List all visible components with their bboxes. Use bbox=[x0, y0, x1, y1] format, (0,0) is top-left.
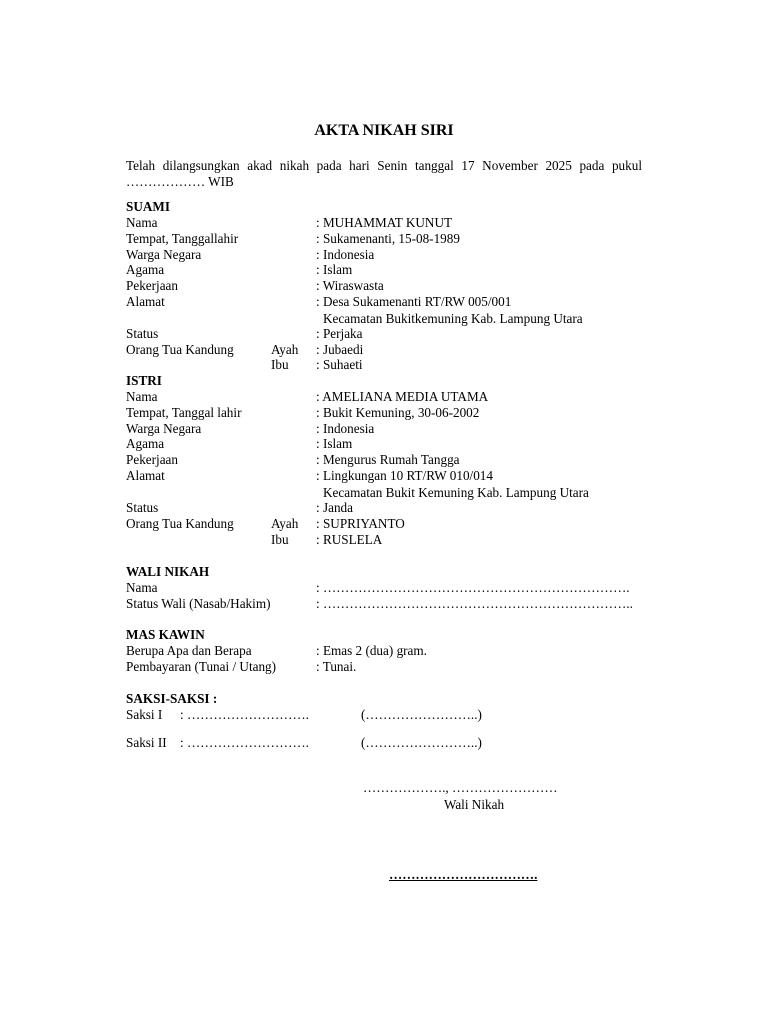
wali-status-label: Status Wali (Nasab/Hakim) bbox=[126, 596, 271, 611]
suami-row-value: : Islam bbox=[316, 262, 353, 278]
document-title: AKTA NIKAH SIRI bbox=[314, 122, 454, 139]
istri-ortu-label: Orang Tua Kandung bbox=[126, 516, 234, 531]
signature-place-date: ………………., …………………… bbox=[363, 780, 558, 795]
istri-ibu-value: : RUSLELA bbox=[316, 532, 383, 547]
suami-row-value: : Wiraswasta bbox=[316, 278, 384, 294]
istri-ibu-label: Ibu bbox=[271, 532, 289, 547]
istri-row-label: Nama bbox=[126, 389, 158, 404]
suami-status-label: Status bbox=[126, 326, 159, 341]
istri-heading: ISTRI bbox=[126, 373, 162, 388]
intro-line-1: Telah dilangsungkan akad nikah pada hari Senin tanggal 17 November 2025 pada pukul bbox=[126, 158, 642, 173]
signature-role: Wali Nikah bbox=[443, 797, 505, 812]
istri-row-value: : Bukit Kemuning, 30-06-2002 bbox=[316, 404, 480, 420]
istri-ayah-value: : SUPRIYANTO bbox=[316, 516, 405, 531]
istri-row-value: : Lingkungan 10 RT/RW 010/014 bbox=[316, 468, 493, 483]
suami-row-value: : Desa Sukamenanti RT/RW 005/001 bbox=[316, 294, 512, 309]
wali-status-value: : …………………………………………………………….. bbox=[316, 596, 633, 611]
suami-status-value: : Perjaka bbox=[316, 326, 363, 341]
intro-line-2: ……………… WIB bbox=[126, 174, 234, 189]
saksi-2-label: Saksi II bbox=[126, 735, 167, 750]
wali-heading: WALI NIKAH bbox=[126, 564, 210, 579]
suami-row-label: Nama bbox=[126, 215, 158, 230]
istri-row-value: : AMELIANA MEDIA UTAMA bbox=[316, 389, 489, 404]
istri-row-value: : Mengurus Rumah Tangga bbox=[316, 452, 460, 468]
istri-status-label: Status bbox=[126, 500, 159, 515]
suami-row-value: : MUHAMMAT KUNUT bbox=[316, 215, 453, 230]
suami-row-label: Pekerjaan bbox=[126, 278, 178, 294]
mahar-heading: MAS KAWIN bbox=[126, 627, 205, 642]
suami-row-label: Warga Negara bbox=[126, 246, 202, 262]
saksi-2-signature: (……………………..) bbox=[361, 735, 482, 750]
mahar-bayar-value: : Tunai. bbox=[316, 659, 357, 674]
saksi-heading: SAKSI-SAKSI : bbox=[126, 691, 218, 706]
suami-row-value: : Indonesia bbox=[316, 246, 375, 262]
istri-row-label: Pekerjaan bbox=[126, 452, 178, 468]
suami-ortu-label: Orang Tua Kandung bbox=[126, 342, 234, 357]
istri-alamat-line2: Kecamatan Bukit Kemuning Kab. Lampung Utara bbox=[323, 485, 589, 500]
suami-ayah-label: Ayah bbox=[271, 342, 299, 357]
istri-row-label: Tempat, Tanggal lahir bbox=[126, 404, 242, 420]
saksi-1-value: : ………………………. bbox=[180, 707, 309, 722]
istri-row-label: Warga Negara bbox=[126, 420, 202, 436]
suami-alamat-line2: Kecamatan Bukitkemuning Kab. Lampung Utara bbox=[323, 311, 583, 326]
saksi-2-value: : ………………………. bbox=[180, 735, 309, 750]
istri-status-value: : Janda bbox=[316, 500, 353, 515]
suami-ibu-value: : Suhaeti bbox=[316, 357, 363, 372]
istri-row-label: Alamat bbox=[126, 468, 165, 483]
suami-ibu-label: Ibu bbox=[271, 357, 289, 372]
istri-row-value: : Islam bbox=[316, 436, 353, 452]
suami-heading: SUAMI bbox=[126, 199, 170, 214]
suami-ayah-value: : Jubaedi bbox=[316, 342, 364, 357]
suami-row-label: Alamat bbox=[126, 294, 165, 309]
mahar-apa-value: : Emas 2 (dua) gram. bbox=[316, 643, 427, 658]
suami-row-label: Tempat, Tanggallahir bbox=[126, 230, 239, 246]
signature-name: ……………………………. bbox=[389, 867, 538, 882]
saksi-1-signature: (……………………..) bbox=[361, 707, 482, 722]
suami-row-label: Agama bbox=[126, 262, 165, 278]
saksi-1-label: Saksi I bbox=[126, 707, 163, 722]
istri-row-value: : Indonesia bbox=[316, 420, 375, 436]
suami-row-value: : Sukamenanti, 15-08-1989 bbox=[316, 230, 460, 246]
istri-ayah-label: Ayah bbox=[271, 516, 299, 531]
mahar-bayar-label: Pembayaran (Tunai / Utang) bbox=[126, 659, 277, 674]
wali-nama-label: Nama bbox=[126, 580, 158, 595]
wali-nama-value: : ……………………………………………………………. bbox=[316, 580, 630, 595]
intro-paragraph bbox=[126, 158, 642, 190]
istri-row-label: Agama bbox=[126, 436, 165, 452]
mahar-apa-label: Berupa Apa dan Berapa bbox=[126, 643, 252, 658]
